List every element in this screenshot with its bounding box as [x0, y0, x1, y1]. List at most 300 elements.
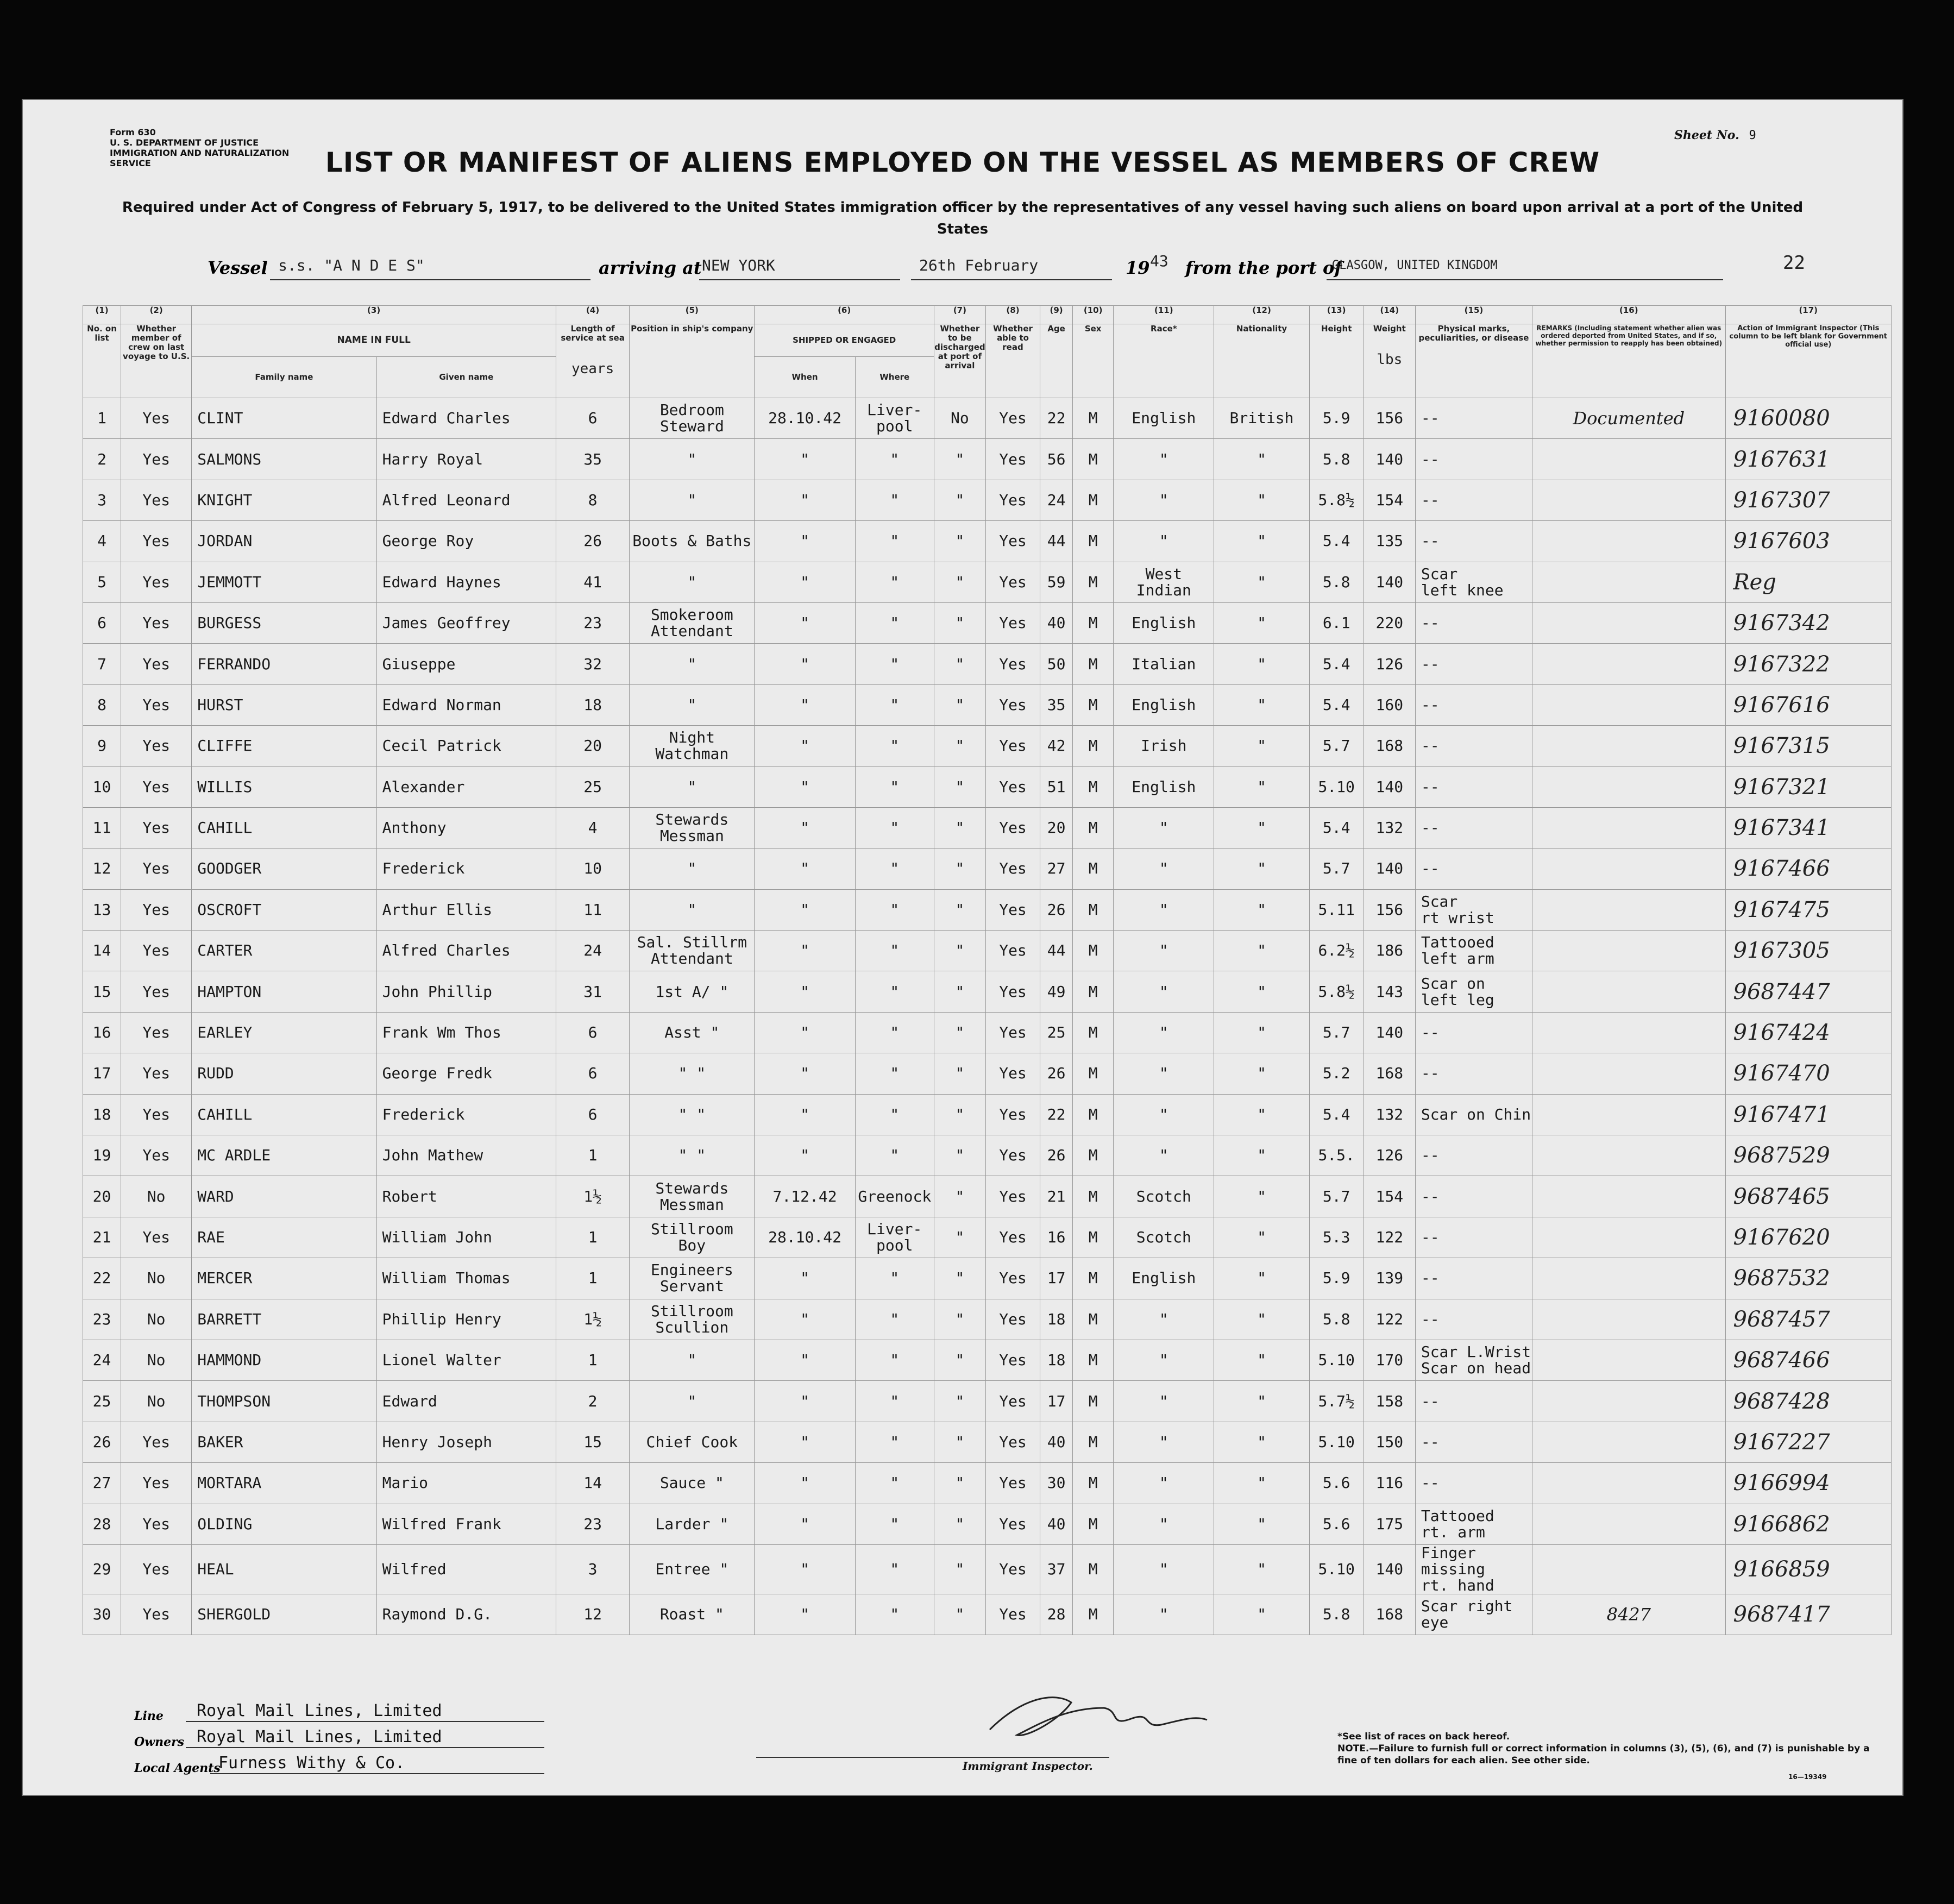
nationality-cell: "	[1214, 602, 1309, 643]
position-cell: 1st A/ "	[630, 971, 755, 1012]
given-name-cell: Edward	[376, 1381, 556, 1422]
discharged-cell: "	[934, 644, 985, 684]
physical-marks-cell: Scar left knee	[1415, 562, 1532, 602]
shipped-when-cell: "	[755, 684, 855, 725]
inspector-action-cell: 9687447	[1725, 971, 1891, 1012]
position-cell: Boots & Baths	[630, 521, 755, 562]
position-cell: Entree "	[630, 1544, 755, 1594]
discharged-cell: "	[934, 602, 985, 643]
shipped-when-cell: "	[755, 521, 855, 562]
inspector-action-cell: 9167321	[1725, 766, 1891, 807]
position-cell: Smokeroom Attendant	[630, 602, 755, 643]
shipped-when-cell: "	[755, 1094, 855, 1135]
previous-voyage-cell: No	[121, 1176, 192, 1217]
physical-marks-cell: --	[1415, 766, 1532, 807]
weight-cell: 186	[1364, 931, 1415, 971]
nationality-cell: "	[1214, 1012, 1309, 1053]
remarks-cell	[1532, 521, 1725, 562]
physical-marks-cell: --	[1415, 684, 1532, 725]
shipped-when-cell: "	[755, 766, 855, 807]
inspector-action-cell: 9167305	[1725, 931, 1891, 971]
able-to-read-cell: Yes	[985, 931, 1040, 971]
col-length-service	[556, 324, 630, 398]
row-number: 16	[83, 1012, 121, 1053]
shipped-when-cell: "	[755, 480, 855, 520]
shipped-when-cell: "	[755, 644, 855, 684]
given-name-cell: James Geoffrey	[376, 602, 556, 643]
position-cell: "	[630, 1340, 755, 1380]
given-name-cell: Giuseppe	[376, 644, 556, 684]
able-to-read-cell: Yes	[985, 1053, 1040, 1094]
inspector-action-cell: 9167227	[1725, 1422, 1891, 1462]
column-number-row	[83, 306, 1892, 324]
service-years-cell: 24	[556, 931, 630, 971]
shipped-when-cell: "	[755, 1053, 855, 1094]
row-number: 19	[83, 1135, 121, 1176]
previous-voyage-cell: Yes	[121, 766, 192, 807]
col-weight	[1364, 324, 1415, 398]
age-cell: 59	[1040, 562, 1073, 602]
able-to-read-cell: Yes	[985, 971, 1040, 1012]
service-years-cell: 1	[556, 1217, 630, 1258]
form-code: 16—19349	[1788, 1773, 1827, 1781]
col-age: Age	[1040, 324, 1073, 398]
table-row	[83, 971, 1892, 1012]
shipped-where-cell: "	[855, 931, 934, 971]
family-name-cell: CLIFFE	[192, 726, 376, 766]
previous-voyage-cell: No	[121, 1299, 192, 1340]
remarks-cell	[1532, 971, 1725, 1012]
race-cell: "	[1114, 1544, 1214, 1594]
previous-voyage-cell: No	[121, 1340, 192, 1380]
age-cell: 40	[1040, 1504, 1073, 1544]
table-row	[83, 521, 1892, 562]
row-number: 4	[83, 521, 121, 562]
col-num: (6)	[755, 306, 934, 324]
position-cell: "	[630, 562, 755, 602]
able-to-read-cell: Yes	[985, 807, 1040, 848]
height-cell: 5.4	[1309, 1094, 1364, 1135]
discharged-cell: "	[934, 521, 985, 562]
remarks-cell	[1532, 684, 1725, 725]
physical-marks-cell: Tattooed left arm	[1415, 931, 1532, 971]
weight-cell: 116	[1364, 1463, 1415, 1504]
age-cell: 35	[1040, 684, 1073, 725]
shipped-when-cell: "	[755, 889, 855, 930]
remarks-cell: Documented	[1532, 398, 1725, 439]
col-family-name: Family name	[192, 357, 376, 398]
shipped-when-cell: "	[755, 1422, 855, 1462]
owners-value: Royal Mail Lines, Limited	[197, 1727, 442, 1746]
row-number: 24	[83, 1340, 121, 1380]
footnotes	[1337, 1731, 1870, 1767]
shipped-where-cell: "	[855, 602, 934, 643]
physical-marks-cell: --	[1415, 521, 1532, 562]
able-to-read-cell: Yes	[985, 521, 1040, 562]
previous-voyage-cell: No	[121, 1381, 192, 1422]
table-row	[83, 1094, 1892, 1135]
nationality-cell: "	[1214, 849, 1309, 889]
col-num: (15)	[1415, 306, 1532, 324]
col-num: (9)	[1040, 306, 1073, 324]
age-cell: 26	[1040, 889, 1073, 930]
weight-cell: 154	[1364, 1176, 1415, 1217]
sex-cell: M	[1073, 480, 1114, 520]
service-years-cell: 2	[556, 1381, 630, 1422]
sex-cell: M	[1073, 1176, 1114, 1217]
able-to-read-cell: Yes	[985, 1594, 1040, 1635]
nationality-cell: "	[1214, 1340, 1309, 1380]
year-suffix: 43	[1150, 252, 1168, 270]
weight-cell: 126	[1364, 1135, 1415, 1176]
inspector-action-cell: 9167471	[1725, 1094, 1891, 1135]
able-to-read-cell: Yes	[985, 1544, 1040, 1594]
service-years-cell: 1	[556, 1135, 630, 1176]
page-subtitle: Required under Act of Congress of February 5, 1917, to be delivered to the United States immigration officer by the representatives of any vessel having such aliens on board upon arrival at a port of the United States	[122, 199, 1804, 237]
discharged-cell: "	[934, 766, 985, 807]
inspector-label: Immigrant Inspector.	[963, 1760, 1093, 1773]
table-row	[83, 602, 1892, 643]
height-cell: 5.7	[1309, 849, 1364, 889]
sex-cell: M	[1073, 1544, 1114, 1594]
physical-marks-cell: --	[1415, 480, 1532, 520]
race-cell: "	[1114, 1504, 1214, 1544]
position-cell: Larder "	[630, 1504, 755, 1544]
sex-cell: M	[1073, 1594, 1114, 1635]
position-cell: "	[630, 849, 755, 889]
weight-cell: 140	[1364, 766, 1415, 807]
age-cell: 56	[1040, 439, 1073, 480]
table-row	[83, 480, 1892, 520]
family-name-cell: SALMONS	[192, 439, 376, 480]
age-cell: 25	[1040, 1012, 1073, 1053]
age-cell: 44	[1040, 521, 1073, 562]
able-to-read-cell: Yes	[985, 889, 1040, 930]
previous-voyage-cell: Yes	[121, 1594, 192, 1635]
discharged-cell: "	[934, 726, 985, 766]
able-to-read-cell: Yes	[985, 1381, 1040, 1422]
height-cell: 5.11	[1309, 889, 1364, 930]
family-name-cell: BARRETT	[192, 1299, 376, 1340]
inspector-action-cell: 9167466	[1725, 849, 1891, 889]
physical-marks-cell: --	[1415, 439, 1532, 480]
shipped-where-cell: "	[855, 726, 934, 766]
race-cell: "	[1114, 1053, 1214, 1094]
able-to-read-cell: Yes	[985, 1299, 1040, 1340]
weight-label: Weight	[1373, 324, 1406, 334]
inspector-action-cell: 9687465	[1725, 1176, 1891, 1217]
remarks-cell	[1532, 849, 1725, 889]
table-row	[83, 1504, 1892, 1544]
nationality-cell: "	[1214, 480, 1309, 520]
physical-marks-cell: --	[1415, 807, 1532, 848]
weight-cell: 126	[1364, 644, 1415, 684]
race-cell: "	[1114, 1012, 1214, 1053]
discharged-cell: "	[934, 1594, 985, 1635]
col-height: Height	[1309, 324, 1364, 398]
able-to-read-cell: Yes	[985, 1340, 1040, 1380]
service-years-cell: 15	[556, 1422, 630, 1462]
sex-cell: M	[1073, 889, 1114, 930]
nationality-cell: "	[1214, 1422, 1309, 1462]
physical-marks-cell: --	[1415, 726, 1532, 766]
sheet-number	[1674, 128, 1756, 142]
col-when: When	[755, 357, 855, 398]
shipped-where-cell: "	[855, 684, 934, 725]
manifest-sheet	[22, 99, 1903, 1796]
race-cell: English	[1114, 1258, 1214, 1299]
col-previous-voyage: Whether member of crew on last voyage to U.S.	[121, 324, 192, 398]
table-row	[83, 1176, 1892, 1217]
form-meta: Form 630 U. S. DEPARTMENT OF JUSTICE IMMIGRATION AND NATURALIZATION SERVICE	[110, 127, 290, 168]
service-years-cell: 1	[556, 1340, 630, 1380]
inspector-action-cell: 9167620	[1725, 1217, 1891, 1258]
race-cell: "	[1114, 1594, 1214, 1635]
service-years-cell: 20	[556, 726, 630, 766]
nationality-cell: "	[1214, 1258, 1309, 1299]
inspector-action-cell: 9687417	[1725, 1594, 1891, 1635]
race-cell: English	[1114, 602, 1214, 643]
vessel-label: Vessel	[208, 257, 268, 278]
family-name-cell: HAMPTON	[192, 971, 376, 1012]
lbs-label: lbs	[1377, 351, 1403, 368]
remarks-cell	[1532, 562, 1725, 602]
row-number: 21	[83, 1217, 121, 1258]
table-row	[83, 1594, 1892, 1635]
col-num: (14)	[1364, 306, 1415, 324]
nationality-cell: "	[1214, 562, 1309, 602]
family-name-cell: WARD	[192, 1176, 376, 1217]
nationality-cell: "	[1214, 931, 1309, 971]
age-cell: 26	[1040, 1135, 1073, 1176]
age-cell: 24	[1040, 480, 1073, 520]
col-num: (7)	[934, 306, 985, 324]
height-cell: 5.2	[1309, 1053, 1364, 1094]
nationality-cell: "	[1214, 1176, 1309, 1217]
remarks-cell	[1532, 1340, 1725, 1380]
given-name-cell: Harry Royal	[376, 439, 556, 480]
discharged-cell: "	[934, 562, 985, 602]
remarks-cell	[1532, 439, 1725, 480]
family-name-cell: HURST	[192, 684, 376, 725]
height-cell: 5.5.	[1309, 1135, 1364, 1176]
arrival-date: 26th February	[919, 256, 1039, 274]
row-number: 27	[83, 1463, 121, 1504]
given-name-cell: John Phillip	[376, 971, 556, 1012]
service-years-cell: 4	[556, 807, 630, 848]
physical-marks-cell: --	[1415, 398, 1532, 439]
shipped-where-cell: "	[855, 1340, 934, 1380]
physical-marks-cell: --	[1415, 1217, 1532, 1258]
given-name-cell: Edward Norman	[376, 684, 556, 725]
family-name-cell: JORDAN	[192, 521, 376, 562]
col-num: (8)	[985, 306, 1040, 324]
discharged-cell: "	[934, 1176, 985, 1217]
page-number: 22	[1783, 252, 1805, 274]
nationality-cell: "	[1214, 439, 1309, 480]
physical-marks-cell: --	[1415, 1422, 1532, 1462]
sex-cell: M	[1073, 1299, 1114, 1340]
inspector-action-cell: 9167322	[1725, 644, 1891, 684]
remarks-cell	[1532, 1463, 1725, 1504]
position-cell: "	[630, 1381, 755, 1422]
sex-cell: M	[1073, 562, 1114, 602]
previous-voyage-cell: Yes	[121, 398, 192, 439]
col-num: (4)	[556, 306, 630, 324]
remarks-cell	[1532, 1135, 1725, 1176]
row-number: 30	[83, 1594, 121, 1635]
row-number: 22	[83, 1258, 121, 1299]
height-cell: 5.7	[1309, 726, 1364, 766]
col-race: Race*	[1114, 324, 1214, 398]
discharged-cell: "	[934, 849, 985, 889]
remarks-cell	[1532, 1422, 1725, 1462]
row-number: 11	[83, 807, 121, 848]
sex-cell: M	[1073, 602, 1114, 643]
family-name-cell: OSCROFT	[192, 889, 376, 930]
able-to-read-cell: Yes	[985, 480, 1040, 520]
discharged-cell: "	[934, 1012, 985, 1053]
age-cell: 37	[1040, 1544, 1073, 1594]
given-name-cell: Edward Haynes	[376, 562, 556, 602]
race-cell: Irish	[1114, 726, 1214, 766]
age-cell: 51	[1040, 766, 1073, 807]
nationality-cell: "	[1214, 1463, 1309, 1504]
weight-cell: 122	[1364, 1217, 1415, 1258]
inspector-action-cell: Reg	[1725, 562, 1891, 602]
weight-cell: 140	[1364, 439, 1415, 480]
position-cell: "	[630, 889, 755, 930]
given-name-cell: Raymond D.G.	[376, 1594, 556, 1635]
family-name-cell: MC ARDLE	[192, 1135, 376, 1176]
row-number: 17	[83, 1053, 121, 1094]
able-to-read-cell: Yes	[985, 1135, 1040, 1176]
service-years-cell: 32	[556, 644, 630, 684]
family-name-cell: SHERGOLD	[192, 1594, 376, 1635]
race-cell: Scotch	[1114, 1217, 1214, 1258]
sex-cell: M	[1073, 644, 1114, 684]
race-cell: "	[1114, 889, 1214, 930]
remarks-cell	[1532, 644, 1725, 684]
sex-cell: M	[1073, 1422, 1114, 1462]
col-physical-marks: Physical marks, peculiarities, or disease	[1415, 324, 1532, 398]
able-to-read-cell: Yes	[985, 602, 1040, 643]
table-row	[83, 1217, 1892, 1258]
row-number: 28	[83, 1504, 121, 1544]
table-row	[83, 684, 1892, 725]
row-number: 2	[83, 439, 121, 480]
col-num: (13)	[1309, 306, 1364, 324]
weight-cell: 168	[1364, 1594, 1415, 1635]
shipped-where-cell: "	[855, 889, 934, 930]
year-prefix: 19	[1126, 257, 1150, 278]
shipped-when-cell: "	[755, 931, 855, 971]
position-cell: " "	[630, 1053, 755, 1094]
height-cell: 6.2½	[1309, 931, 1364, 971]
shipped-when-cell: 7.12.42	[755, 1176, 855, 1217]
previous-voyage-cell: Yes	[121, 1422, 192, 1462]
shipped-when-cell: 28.10.42	[755, 398, 855, 439]
discharged-cell: "	[934, 1299, 985, 1340]
row-number: 25	[83, 1381, 121, 1422]
col-num: (11)	[1114, 306, 1214, 324]
nationality-cell: "	[1214, 1381, 1309, 1422]
position-cell: Stillroom Boy	[630, 1217, 755, 1258]
nationality-cell: "	[1214, 644, 1309, 684]
inspector-action-cell: 9167424	[1725, 1012, 1891, 1053]
age-cell: 22	[1040, 398, 1073, 439]
inspector-action-cell: 9167341	[1725, 807, 1891, 848]
remarks-cell	[1532, 766, 1725, 807]
nationality-cell: "	[1214, 1094, 1309, 1135]
row-number: 29	[83, 1544, 121, 1594]
family-name-cell: GOODGER	[192, 849, 376, 889]
discharged-cell: "	[934, 889, 985, 930]
physical-marks-cell: Scar L.Wrist Scar on head	[1415, 1340, 1532, 1380]
weight-cell: 154	[1364, 480, 1415, 520]
inspector-action-cell: 9687428	[1725, 1381, 1891, 1422]
table-row	[83, 1340, 1892, 1380]
col-given-name: Given name	[376, 357, 556, 398]
remarks-cell	[1532, 1217, 1725, 1258]
height-cell: 5.8	[1309, 1299, 1364, 1340]
row-number: 23	[83, 1299, 121, 1340]
previous-voyage-cell: Yes	[121, 644, 192, 684]
height-cell: 5.7	[1309, 1176, 1364, 1217]
remarks-cell	[1532, 1094, 1725, 1135]
shipped-where-cell: "	[855, 521, 934, 562]
remarks-cell	[1532, 807, 1725, 848]
race-cell: "	[1114, 480, 1214, 520]
height-cell: 5.8	[1309, 562, 1364, 602]
sex-cell: M	[1073, 931, 1114, 971]
weight-cell: 168	[1364, 726, 1415, 766]
sex-cell: M	[1073, 849, 1114, 889]
race-cell: "	[1114, 807, 1214, 848]
line-value: Royal Mail Lines, Limited	[197, 1701, 442, 1720]
position-cell: "	[630, 684, 755, 725]
weight-cell: 158	[1364, 1381, 1415, 1422]
service-years-cell: 41	[556, 562, 630, 602]
shipped-when-cell: "	[755, 1135, 855, 1176]
sex-cell: M	[1073, 684, 1114, 725]
height-cell: 5.8	[1309, 439, 1364, 480]
position-cell: Roast "	[630, 1594, 755, 1635]
service-years-cell: 25	[556, 766, 630, 807]
nationality-cell: "	[1214, 1544, 1309, 1594]
shipped-where-cell: "	[855, 439, 934, 480]
physical-marks-cell: --	[1415, 1053, 1532, 1094]
previous-voyage-cell: Yes	[121, 439, 192, 480]
family-name-cell: CARTER	[192, 931, 376, 971]
given-name-cell: William John	[376, 1217, 556, 1258]
discharged-cell: "	[934, 971, 985, 1012]
age-cell: 16	[1040, 1217, 1073, 1258]
physical-marks-cell: --	[1415, 1381, 1532, 1422]
family-name-cell: EARLEY	[192, 1012, 376, 1053]
table-row	[83, 889, 1892, 930]
nationality-cell: "	[1214, 1217, 1309, 1258]
nationality-cell: "	[1214, 971, 1309, 1012]
discharged-cell: "	[934, 480, 985, 520]
nationality-cell: "	[1214, 889, 1309, 930]
row-number: 14	[83, 931, 121, 971]
given-name-cell: Mario	[376, 1463, 556, 1504]
previous-voyage-cell: Yes	[121, 684, 192, 725]
row-number: 7	[83, 644, 121, 684]
sex-cell: M	[1073, 971, 1114, 1012]
family-name-cell: RAE	[192, 1217, 376, 1258]
